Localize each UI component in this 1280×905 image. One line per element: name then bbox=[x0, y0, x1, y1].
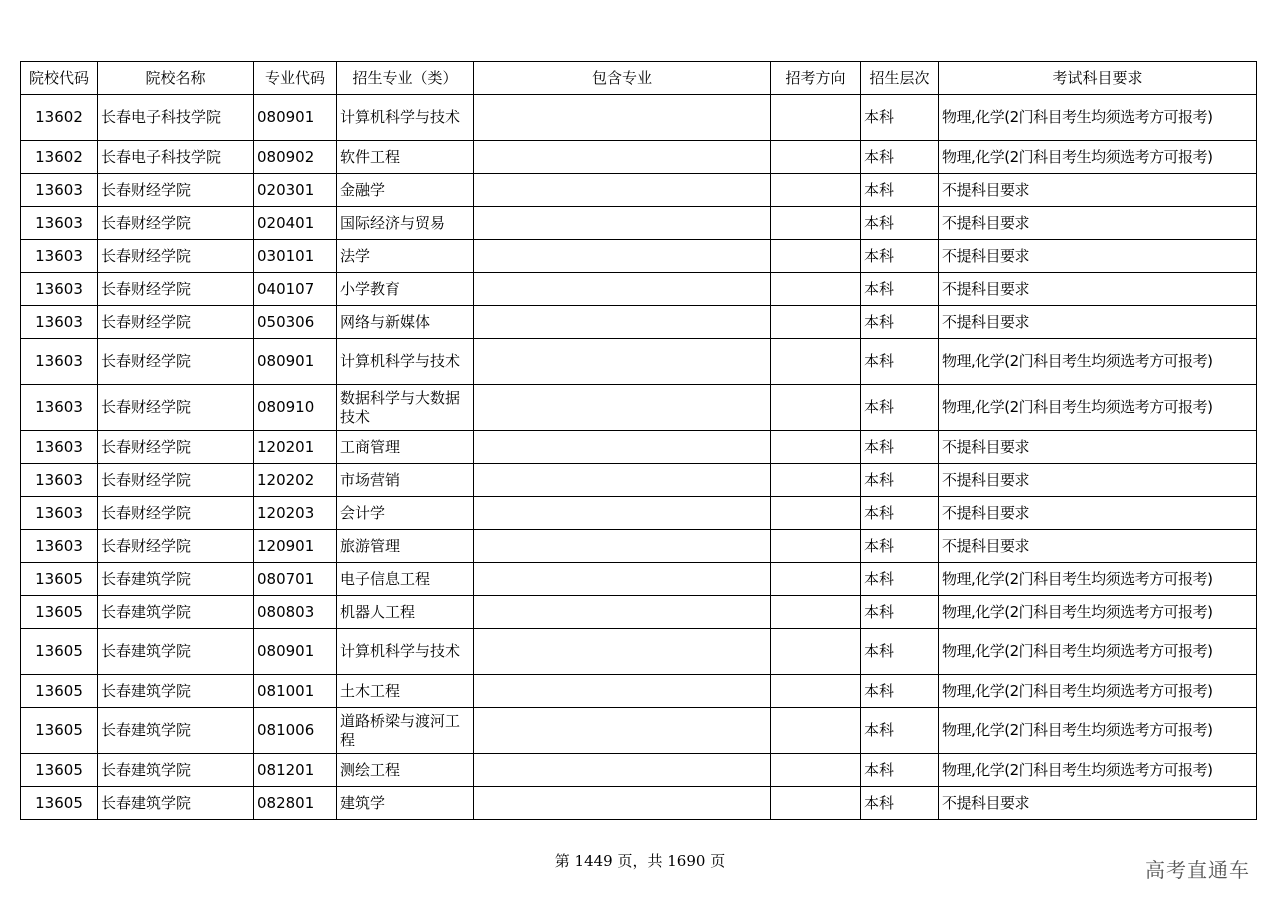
table-row bbox=[21, 174, 1257, 207]
cell-includes bbox=[474, 708, 771, 754]
cell-major-code: 080902 bbox=[254, 141, 337, 174]
table-row bbox=[21, 385, 1257, 431]
cell-school-code: 13603 bbox=[21, 497, 98, 530]
cell-level: 本科 bbox=[861, 141, 939, 174]
cell-includes bbox=[474, 563, 771, 596]
cell-requirement: 物理,化学(2门科目考生均须选考方可报考) bbox=[939, 754, 1257, 787]
cell-level: 本科 bbox=[861, 95, 939, 141]
cell-requirement: 不提科目要求 bbox=[939, 174, 1257, 207]
page-footer: 第 1449 页，共 1690 页 bbox=[554, 852, 726, 870]
cell-direction bbox=[771, 240, 861, 273]
cell-direction bbox=[771, 754, 861, 787]
header-school-code: 院校代码 bbox=[21, 62, 98, 95]
table-row bbox=[21, 596, 1257, 629]
header-major-code: 专业代码 bbox=[254, 62, 337, 95]
cell-school-name: 长春建筑学院 bbox=[98, 629, 254, 675]
cell-direction bbox=[771, 497, 861, 530]
cell-school-code: 13605 bbox=[21, 596, 98, 629]
cell-major-code: 120901 bbox=[254, 530, 337, 563]
cell-major-code: 081201 bbox=[254, 754, 337, 787]
cell-direction bbox=[771, 629, 861, 675]
cell-major: 旅游管理 bbox=[337, 530, 474, 563]
cell-requirement: 物理,化学(2门科目考生均须选考方可报考) bbox=[939, 339, 1257, 385]
header-major: 招生专业（类） bbox=[337, 62, 474, 95]
cell-direction bbox=[771, 273, 861, 306]
cell-direction bbox=[771, 141, 861, 174]
cell-major: 工商管理 bbox=[337, 431, 474, 464]
cell-school-code: 13603 bbox=[21, 306, 98, 339]
cell-requirement: 不提科目要求 bbox=[939, 787, 1257, 820]
cell-major-code: 120201 bbox=[254, 431, 337, 464]
header-requirement: 考试科目要求 bbox=[939, 62, 1257, 95]
cell-major-code: 120202 bbox=[254, 464, 337, 497]
cell-direction bbox=[771, 431, 861, 464]
table-row bbox=[21, 708, 1257, 754]
cell-major-code: 120203 bbox=[254, 497, 337, 530]
cell-includes bbox=[474, 174, 771, 207]
cell-direction bbox=[771, 563, 861, 596]
cell-school-code: 13602 bbox=[21, 95, 98, 141]
cell-school-code: 13605 bbox=[21, 563, 98, 596]
cell-major: 软件工程 bbox=[337, 141, 474, 174]
cell-major: 金融学 bbox=[337, 174, 474, 207]
cell-major: 电子信息工程 bbox=[337, 563, 474, 596]
cell-requirement: 不提科目要求 bbox=[939, 530, 1257, 563]
table-row bbox=[21, 629, 1257, 675]
cell-school-name: 长春财经学院 bbox=[98, 385, 254, 431]
cell-requirement: 物理,化学(2门科目考生均须选考方可报考) bbox=[939, 563, 1257, 596]
cell-major-code: 040107 bbox=[254, 273, 337, 306]
table-row bbox=[21, 754, 1257, 787]
cell-major-code: 080901 bbox=[254, 95, 337, 141]
cell-requirement: 不提科目要求 bbox=[939, 497, 1257, 530]
cell-includes bbox=[474, 240, 771, 273]
cell-school-code: 13603 bbox=[21, 273, 98, 306]
cell-requirement: 不提科目要求 bbox=[939, 273, 1257, 306]
cell-requirement: 物理,化学(2门科目考生均须选考方可报考) bbox=[939, 708, 1257, 754]
cell-school-name: 长春建筑学院 bbox=[98, 754, 254, 787]
cell-direction bbox=[771, 95, 861, 141]
header-direction: 招考方向 bbox=[771, 62, 861, 95]
cell-major: 计算机科学与技术 bbox=[337, 339, 474, 385]
cell-requirement: 不提科目要求 bbox=[939, 240, 1257, 273]
cell-includes bbox=[474, 141, 771, 174]
cell-major-code: 080803 bbox=[254, 596, 337, 629]
cell-major: 会计学 bbox=[337, 497, 474, 530]
cell-direction bbox=[771, 530, 861, 563]
cell-direction bbox=[771, 596, 861, 629]
cell-school-code: 13605 bbox=[21, 787, 98, 820]
cell-includes bbox=[474, 675, 771, 708]
cell-school-name: 长春财经学院 bbox=[98, 530, 254, 563]
cell-level: 本科 bbox=[861, 273, 939, 306]
cell-level: 本科 bbox=[861, 708, 939, 754]
cell-includes bbox=[474, 306, 771, 339]
cell-major: 机器人工程 bbox=[337, 596, 474, 629]
table-row bbox=[21, 141, 1257, 174]
cell-level: 本科 bbox=[861, 207, 939, 240]
cell-school-name: 长春财经学院 bbox=[98, 240, 254, 273]
cell-major: 计算机科学与技术 bbox=[337, 629, 474, 675]
cell-includes bbox=[474, 464, 771, 497]
cell-includes bbox=[474, 787, 771, 820]
table-row bbox=[21, 530, 1257, 563]
cell-requirement: 物理,化学(2门科目考生均须选考方可报考) bbox=[939, 141, 1257, 174]
cell-includes bbox=[474, 385, 771, 431]
cell-direction bbox=[771, 174, 861, 207]
cell-includes bbox=[474, 431, 771, 464]
cell-school-name: 长春财经学院 bbox=[98, 174, 254, 207]
cell-major-code: 080701 bbox=[254, 563, 337, 596]
cell-school-name: 长春建筑学院 bbox=[98, 787, 254, 820]
cell-major: 法学 bbox=[337, 240, 474, 273]
cell-requirement: 物理,化学(2门科目考生均须选考方可报考) bbox=[939, 629, 1257, 675]
cell-school-name: 长春财经学院 bbox=[98, 207, 254, 240]
cell-major: 网络与新媒体 bbox=[337, 306, 474, 339]
cell-major: 市场营销 bbox=[337, 464, 474, 497]
cell-school-code: 13603 bbox=[21, 339, 98, 385]
cell-major-code: 050306 bbox=[254, 306, 337, 339]
cell-requirement: 物理,化学(2门科目考生均须选考方可报考) bbox=[939, 596, 1257, 629]
cell-school-name: 长春财经学院 bbox=[98, 273, 254, 306]
cell-major: 土木工程 bbox=[337, 675, 474, 708]
cell-school-code: 13603 bbox=[21, 240, 98, 273]
cell-level: 本科 bbox=[861, 431, 939, 464]
cell-includes bbox=[474, 596, 771, 629]
cell-major: 测绘工程 bbox=[337, 754, 474, 787]
table-row bbox=[21, 207, 1257, 240]
cell-requirement: 物理,化学(2门科目考生均须选考方可报考) bbox=[939, 385, 1257, 431]
cell-major: 建筑学 bbox=[337, 787, 474, 820]
cell-school-name: 长春建筑学院 bbox=[98, 675, 254, 708]
cell-includes bbox=[474, 530, 771, 563]
cell-level: 本科 bbox=[861, 754, 939, 787]
cell-requirement: 不提科目要求 bbox=[939, 464, 1257, 497]
table-row bbox=[21, 464, 1257, 497]
cell-school-code: 13605 bbox=[21, 675, 98, 708]
cell-school-name: 长春建筑学院 bbox=[98, 563, 254, 596]
cell-major-code: 030101 bbox=[254, 240, 337, 273]
cell-level: 本科 bbox=[861, 563, 939, 596]
cell-requirement: 不提科目要求 bbox=[939, 306, 1257, 339]
cell-direction bbox=[771, 675, 861, 708]
cell-school-code: 13603 bbox=[21, 385, 98, 431]
watermark: 高考直通车 bbox=[1145, 858, 1250, 882]
cell-includes bbox=[474, 497, 771, 530]
cell-school-name: 长春电子科技学院 bbox=[98, 95, 254, 141]
cell-major-code: 080901 bbox=[254, 339, 337, 385]
cell-school-code: 13603 bbox=[21, 174, 98, 207]
cell-level: 本科 bbox=[861, 464, 939, 497]
cell-school-name: 长春财经学院 bbox=[98, 306, 254, 339]
cell-level: 本科 bbox=[861, 675, 939, 708]
header-row bbox=[21, 62, 1257, 95]
table-row bbox=[21, 339, 1257, 385]
cell-major: 国际经济与贸易 bbox=[337, 207, 474, 240]
cell-school-name: 长春财经学院 bbox=[98, 431, 254, 464]
cell-major: 数据科学与大数据技术 bbox=[337, 385, 474, 431]
table-row bbox=[21, 306, 1257, 339]
cell-major-code: 082801 bbox=[254, 787, 337, 820]
table-row bbox=[21, 273, 1257, 306]
cell-level: 本科 bbox=[861, 306, 939, 339]
cell-requirement: 不提科目要求 bbox=[939, 207, 1257, 240]
cell-includes bbox=[474, 339, 771, 385]
cell-direction bbox=[771, 708, 861, 754]
cell-direction bbox=[771, 385, 861, 431]
cell-direction bbox=[771, 339, 861, 385]
cell-school-code: 13605 bbox=[21, 629, 98, 675]
cell-direction bbox=[771, 787, 861, 820]
cell-requirement: 物理,化学(2门科目考生均须选考方可报考) bbox=[939, 675, 1257, 708]
header-school-name: 院校名称 bbox=[98, 62, 254, 95]
cell-level: 本科 bbox=[861, 339, 939, 385]
cell-school-name: 长春财经学院 bbox=[98, 339, 254, 385]
cell-school-code: 13603 bbox=[21, 464, 98, 497]
admission-table bbox=[20, 61, 1257, 820]
cell-level: 本科 bbox=[861, 174, 939, 207]
cell-level: 本科 bbox=[861, 240, 939, 273]
cell-major-code: 020301 bbox=[254, 174, 337, 207]
cell-level: 本科 bbox=[861, 530, 939, 563]
cell-includes bbox=[474, 95, 771, 141]
cell-requirement: 物理,化学(2门科目考生均须选考方可报考) bbox=[939, 95, 1257, 141]
cell-school-code: 13603 bbox=[21, 431, 98, 464]
cell-direction bbox=[771, 464, 861, 497]
cell-includes bbox=[474, 207, 771, 240]
table-row bbox=[21, 787, 1257, 820]
cell-level: 本科 bbox=[861, 497, 939, 530]
table-row bbox=[21, 563, 1257, 596]
cell-major: 道路桥梁与渡河工程 bbox=[337, 708, 474, 754]
cell-level: 本科 bbox=[861, 787, 939, 820]
cell-school-name: 长春建筑学院 bbox=[98, 708, 254, 754]
cell-direction bbox=[771, 207, 861, 240]
cell-requirement: 不提科目要求 bbox=[939, 431, 1257, 464]
table-row bbox=[21, 497, 1257, 530]
cell-school-code: 13603 bbox=[21, 207, 98, 240]
cell-level: 本科 bbox=[861, 385, 939, 431]
cell-school-name: 长春财经学院 bbox=[98, 464, 254, 497]
table-row bbox=[21, 675, 1257, 708]
cell-includes bbox=[474, 629, 771, 675]
cell-level: 本科 bbox=[861, 629, 939, 675]
header-includes: 包含专业 bbox=[474, 62, 771, 95]
cell-major-code: 081001 bbox=[254, 675, 337, 708]
cell-direction bbox=[771, 306, 861, 339]
cell-school-code: 13602 bbox=[21, 141, 98, 174]
cell-level: 本科 bbox=[861, 596, 939, 629]
cell-major-code: 020401 bbox=[254, 207, 337, 240]
cell-includes bbox=[474, 273, 771, 306]
cell-major: 小学教育 bbox=[337, 273, 474, 306]
table-row bbox=[21, 431, 1257, 464]
cell-school-name: 长春建筑学院 bbox=[98, 596, 254, 629]
table-row bbox=[21, 240, 1257, 273]
cell-includes bbox=[474, 754, 771, 787]
cell-major-code: 080901 bbox=[254, 629, 337, 675]
cell-school-name: 长春电子科技学院 bbox=[98, 141, 254, 174]
cell-school-code: 13603 bbox=[21, 530, 98, 563]
cell-school-code: 13605 bbox=[21, 754, 98, 787]
cell-school-code: 13605 bbox=[21, 708, 98, 754]
cell-major-code: 081006 bbox=[254, 708, 337, 754]
cell-major: 计算机科学与技术 bbox=[337, 95, 474, 141]
cell-major-code: 080910 bbox=[254, 385, 337, 431]
table-row bbox=[21, 95, 1257, 141]
header-level: 招生层次 bbox=[861, 62, 939, 95]
cell-school-name: 长春财经学院 bbox=[98, 497, 254, 530]
